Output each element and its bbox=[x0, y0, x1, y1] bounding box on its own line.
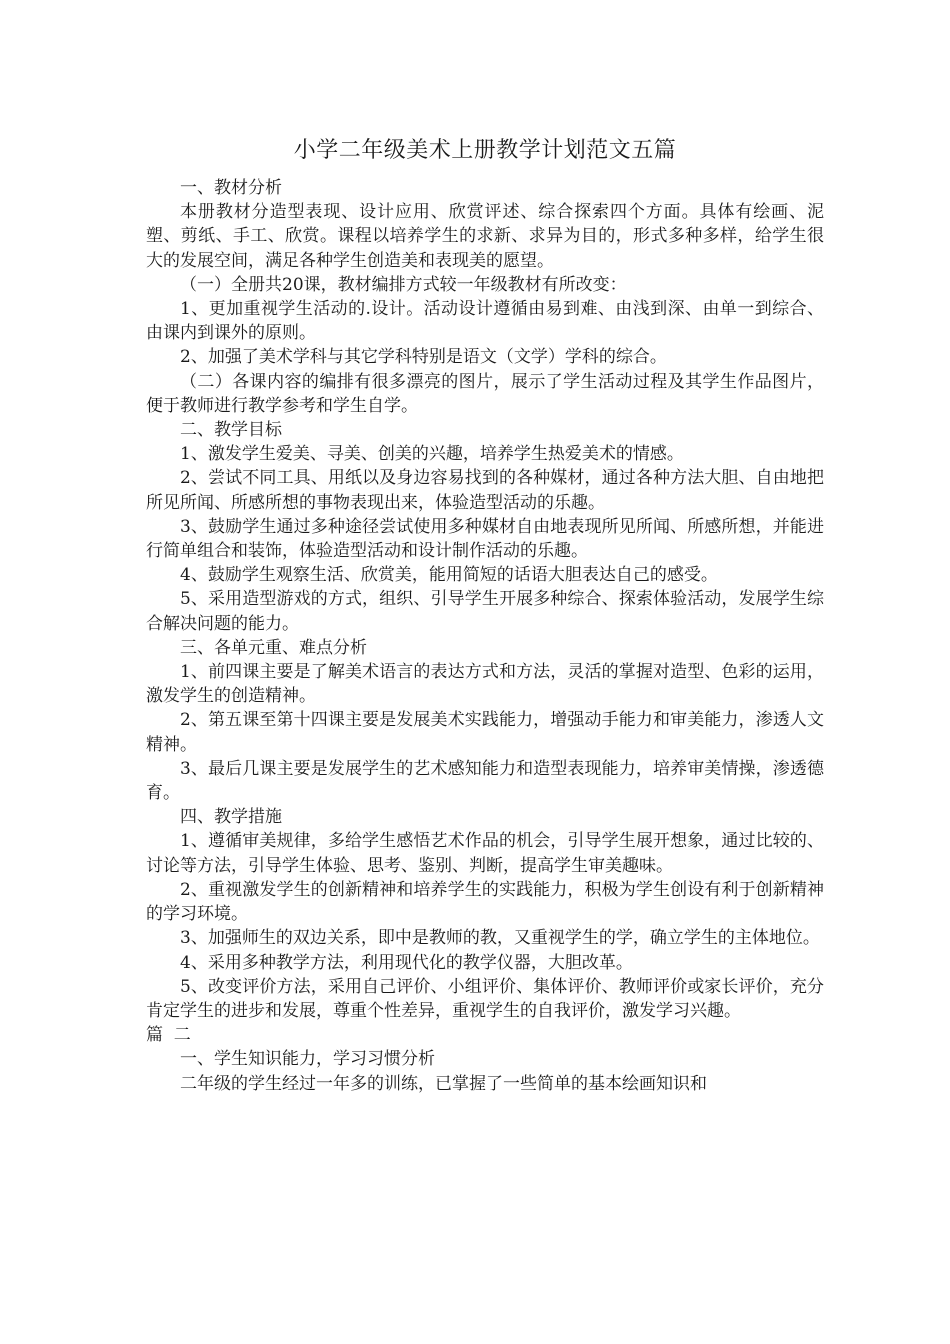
paragraph: （二）各课内容的编排有很多漂亮的图片，展示了学生活动过程及其学生作品图片，便于教师进行教学参考和学生自学。 bbox=[146, 371, 824, 416]
document-title: 小学二年级美术上册教学计划范文五篇 bbox=[293, 138, 677, 163]
paragraph: 2、尝试不同工具、用纸以及身边容易找到的各种媒材，通过各种方法大胆、自由地把所见所闻、所感所想的事物表现出来，体验造型活动的乐趣。 bbox=[146, 468, 824, 513]
section-heading: 二、教学目标 bbox=[180, 420, 282, 441]
paragraph: 5、采用造型游戏的方式，组织、引导学生开展多种综合、探索体验活动，发展学生综合解决问题的能力。 bbox=[146, 589, 824, 634]
paragraph: 2、重视激发学生的创新精神和培养学生的实践能力，积极为学生创设有利于创新精神的学习环境。 bbox=[146, 879, 824, 925]
section-heading: 一、学生知识能力，学习习惯分析 bbox=[180, 1049, 435, 1070]
paragraph: 3、最后几课主要是发展学生的艺术感知能力和造型表现能力，培养审美情操，渗透德育。 bbox=[146, 758, 824, 804]
paragraph: 1、前四课主要是了解美术语言的表达方式和方法，灵活的掌握对造型、色彩的运用，激发学生的创造精神。 bbox=[146, 662, 824, 707]
section-heading: 一、教材分析 bbox=[180, 178, 282, 198]
paragraph: 2、加强了美术学科与其它学科特别是语文（文学）学科的综合。 bbox=[180, 347, 667, 368]
paragraph: 5、改变评价方法，采用自己评价、小组评价、集体评价、教师评价或家长评价，充分肯定学生的进步和发展，尊重个性差异，重视学生的自我评价，激发学习兴趣。 bbox=[146, 976, 824, 1021]
paragraph: 二年级的学生经过一年多的训练，已掌握了一些简单的基本绘画知识和 bbox=[180, 1073, 707, 1094]
paragraph: 1、激发学生爱美、寻美、创美的兴趣，培养学生热爱美术的情感。 bbox=[180, 444, 684, 465]
paragraph: 3、鼓励学生通过多种途径尝试使用多种媒材自由地表现所见所闻、所感所想，并能进行简单组合和装饰，体验造型活动和设计制作活动的乐趣。 bbox=[146, 516, 824, 562]
paragraph: 1、更加重视学生活动的.设计。活动设计遵循由易到难、由浅到深、由单一到综合、由课内到课外的原则。 bbox=[146, 299, 824, 344]
section-heading: 四、教学措施 bbox=[180, 807, 282, 828]
paragraph: 1、遵循审美规律，多给学生感悟艺术作品的机会，引导学生展开想象，通过比较的、讨论等方法，引导学生体验、思考、鉴别、判断，提高学生审美趣味。 bbox=[146, 831, 824, 876]
paragraph: （一）全册共20课，教材编排方式较一年级教材有所改变： bbox=[180, 274, 627, 295]
document-page bbox=[146, 134, 824, 1096]
paragraph: 3、加强师生的双边关系，即中是教师的教，又重视学生的学，确立学生的主体地位。 bbox=[180, 928, 820, 949]
paragraph: 2、第五课至第十四课主要是发展美术实践能力，增强动手能力和审美能力，渗透人文精神。 bbox=[146, 710, 824, 755]
document-body bbox=[146, 176, 824, 1096]
paragraph: 4、采用多种教学方法，利用现代化的教学仪器，大胆改革。 bbox=[180, 952, 633, 973]
section-heading: 三、各单元重、难点分析 bbox=[180, 637, 367, 658]
paragraph: 4、鼓励学生观察生活、欣赏美，能用简短的话语大胆表达自己的感受。 bbox=[180, 565, 718, 586]
article-marker: 篇 二 bbox=[146, 1025, 191, 1046]
paragraph: 本册教材分造型表现、设计应用、欣赏评述、综合探索四个方面。具体有绘画、泥塑、剪纸、手工、欣赏。课程以培养学生的求新、求异为目的，形式多种多样，给学生很大的发展空间，满足各种学生创造美和表现美的愿望。 bbox=[146, 202, 824, 271]
